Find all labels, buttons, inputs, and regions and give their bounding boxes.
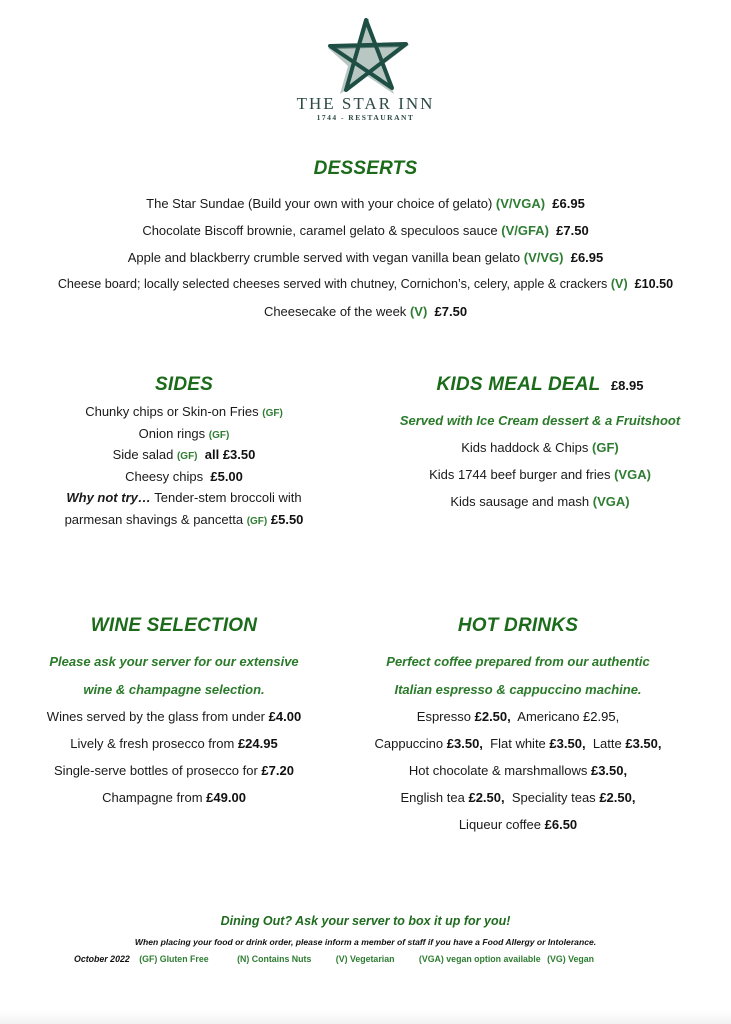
- takeaway-notice: Dining Out? Ask your server to box it up for you!: [220, 914, 511, 928]
- suggestion-lead: Why not try…: [66, 490, 151, 505]
- item-price: £7.50: [434, 304, 468, 319]
- drink-price: £3.50,: [549, 736, 586, 751]
- drink-price: £3.50,: [446, 736, 483, 751]
- item-text: Cheese board; locally selected cheeses served with chutney, Cornichon’s, celery, apple & crackers: [57, 277, 608, 291]
- drink-name: Flat white: [490, 736, 546, 751]
- wine-list: [20, 709, 328, 817]
- kids-price: £8.95: [610, 378, 644, 393]
- item-price: £10.50: [634, 277, 674, 291]
- dessert-item: [0, 223, 731, 250]
- item-text: Kids 1744 beef burger and fries: [429, 467, 611, 482]
- diet-tag: (VGA): [592, 494, 630, 509]
- item-text: Kids sausage and mash: [450, 494, 590, 509]
- wine-item: [20, 790, 328, 817]
- drink-name: Americano: [517, 709, 580, 724]
- item-text: The Star Sundae (Build your own with your choice of gelato): [146, 196, 493, 211]
- diet-tag: (GF): [176, 451, 198, 462]
- drink-price: £2.50,: [468, 790, 505, 805]
- kids-header: [370, 374, 710, 396]
- kids-item: [370, 494, 710, 521]
- item-text: Lively & fresh prosecco from: [70, 736, 235, 751]
- item-text: Chunky chips or Skin-on Fries: [85, 404, 259, 419]
- kids-subtitle: Served with Ice Cream dessert & a Fruitshoot: [399, 413, 681, 428]
- item-text: Side salad: [112, 447, 174, 462]
- item-price: £5.00: [210, 468, 243, 484]
- legend-row: [74, 954, 594, 964]
- item-text: Onion rings: [138, 425, 206, 441]
- drinks-row: [350, 817, 686, 844]
- legend-n: (N) Contains Nuts: [237, 954, 312, 964]
- diet-tag: (VGA): [614, 467, 651, 482]
- item-text: Champagne from: [102, 790, 203, 805]
- drink-name: Cappuccino: [374, 736, 444, 751]
- wine-item: [20, 763, 328, 790]
- desserts-list: [0, 196, 731, 331]
- item-text: Kids haddock & Chips: [461, 440, 589, 455]
- kids-title: KIDS MEAL DEAL: [436, 374, 601, 395]
- kids-list: [370, 440, 710, 521]
- drinks-row: [350, 790, 686, 817]
- diet-tag: (V): [610, 277, 628, 291]
- wine-item: [20, 709, 328, 736]
- diet-tag: (V/GFA): [501, 223, 549, 238]
- drink-price: £3.50,: [625, 736, 662, 751]
- legend-vg: (VG) Vegan: [547, 954, 595, 964]
- item-price: £4.00: [268, 709, 302, 724]
- diet-tag: (GF): [262, 408, 283, 419]
- drink-price: £2.50,: [599, 790, 636, 805]
- dessert-item: [0, 277, 731, 304]
- item-price: £6.95: [570, 250, 604, 265]
- item-price: £7.50: [556, 223, 589, 238]
- item-text: Apple and blackberry crumble served with vegan vanilla bean gelato: [127, 250, 521, 265]
- suggestion-text: parmesan shavings & pancetta: [64, 511, 244, 527]
- item-text: Single-serve bottles of prosecco for: [54, 763, 258, 778]
- item-price: £5.50: [270, 511, 304, 527]
- item-text: Cheesy chips: [125, 468, 204, 484]
- side-suggestion-cont: [30, 512, 338, 534]
- drink-name: Hot chocolate & marshmallows: [408, 763, 588, 778]
- suggestion-text: Tender-stem broccoli with: [154, 490, 302, 505]
- drink-name: Liqueur coffee: [458, 817, 541, 832]
- side-item: [30, 447, 338, 469]
- desserts-title: DESSERTS: [313, 158, 418, 179]
- drink-price: £2.95,: [583, 709, 620, 724]
- page-bottom-edge: [0, 1010, 731, 1024]
- legend-gf: (GF) Gluten Free: [139, 954, 209, 964]
- item-price: £7.20: [261, 763, 294, 778]
- drink-name: English tea: [400, 790, 465, 805]
- hot-drinks-subtitle-1: Perfect coffee prepared from our authentic: [386, 654, 650, 669]
- drink-name: Latte: [592, 736, 622, 751]
- logo-subtitle: 1744 - RESTAURANT: [316, 113, 415, 122]
- hot-drinks-list: [350, 709, 686, 844]
- drink-name: Speciality teas: [511, 790, 596, 805]
- allergy-notice: When placing your food or drink order, please inform a member of staff if you have a Food Allergy or Intolerance.: [134, 937, 597, 947]
- legend-vga: (VGA) vegan option available: [418, 954, 541, 964]
- logo: [0, 14, 731, 124]
- legend-v: (V) Vegetarian: [335, 954, 395, 964]
- item-price: £49.00: [206, 790, 246, 805]
- sides-list: [30, 404, 338, 533]
- wine-title: WINE SELECTION: [90, 615, 258, 636]
- wine-subtitle-2: wine & champagne selection.: [83, 682, 265, 697]
- item-text: Cheesecake of the week: [263, 304, 407, 319]
- drink-name: Espresso: [416, 709, 471, 724]
- kids-item: [370, 467, 710, 494]
- drinks-row: [350, 763, 686, 790]
- wine-item: [20, 736, 328, 763]
- drink-price: £2.50,: [474, 709, 511, 724]
- drink-price: £6.50: [544, 817, 578, 832]
- side-item: [30, 404, 338, 426]
- kids-item: [370, 440, 710, 467]
- side-item: [30, 426, 338, 448]
- hot-drinks-subtitle-2: Italian espresso & cappuccino machine.: [394, 682, 642, 697]
- diet-tag: (V): [409, 304, 428, 319]
- diet-tag: (V/VG): [523, 250, 564, 265]
- star-logo-icon: [322, 14, 412, 96]
- diet-tag: (GF): [246, 515, 268, 527]
- dessert-item: [0, 304, 731, 331]
- menu-date: October 2022: [74, 954, 130, 964]
- drinks-row: [350, 709, 686, 736]
- logo-name: THE STAR INN: [296, 94, 435, 113]
- hot-drinks-title: HOT DRINKS: [457, 615, 579, 636]
- item-text: Wines served by the glass from under: [46, 709, 266, 724]
- item-price: £6.95: [552, 196, 585, 211]
- side-item: [30, 469, 338, 491]
- item-price: £24.95: [237, 736, 278, 751]
- drinks-row: [350, 736, 686, 763]
- diet-tag: (GF): [208, 429, 230, 441]
- item-price: all £3.50: [204, 447, 256, 462]
- side-suggestion: [30, 490, 338, 512]
- wine-subtitle-1: Please ask your server for our extensive: [49, 654, 299, 669]
- item-text: Chocolate Biscoff brownie, caramel gelato & speculoos sauce: [142, 223, 498, 238]
- drink-price: £3.50,: [590, 763, 628, 778]
- diet-tag: (GF): [592, 440, 619, 455]
- sides-title: SIDES: [154, 374, 214, 395]
- dessert-item: [0, 196, 731, 223]
- dessert-item: [0, 250, 731, 277]
- diet-tag: (V/VGA): [495, 196, 546, 211]
